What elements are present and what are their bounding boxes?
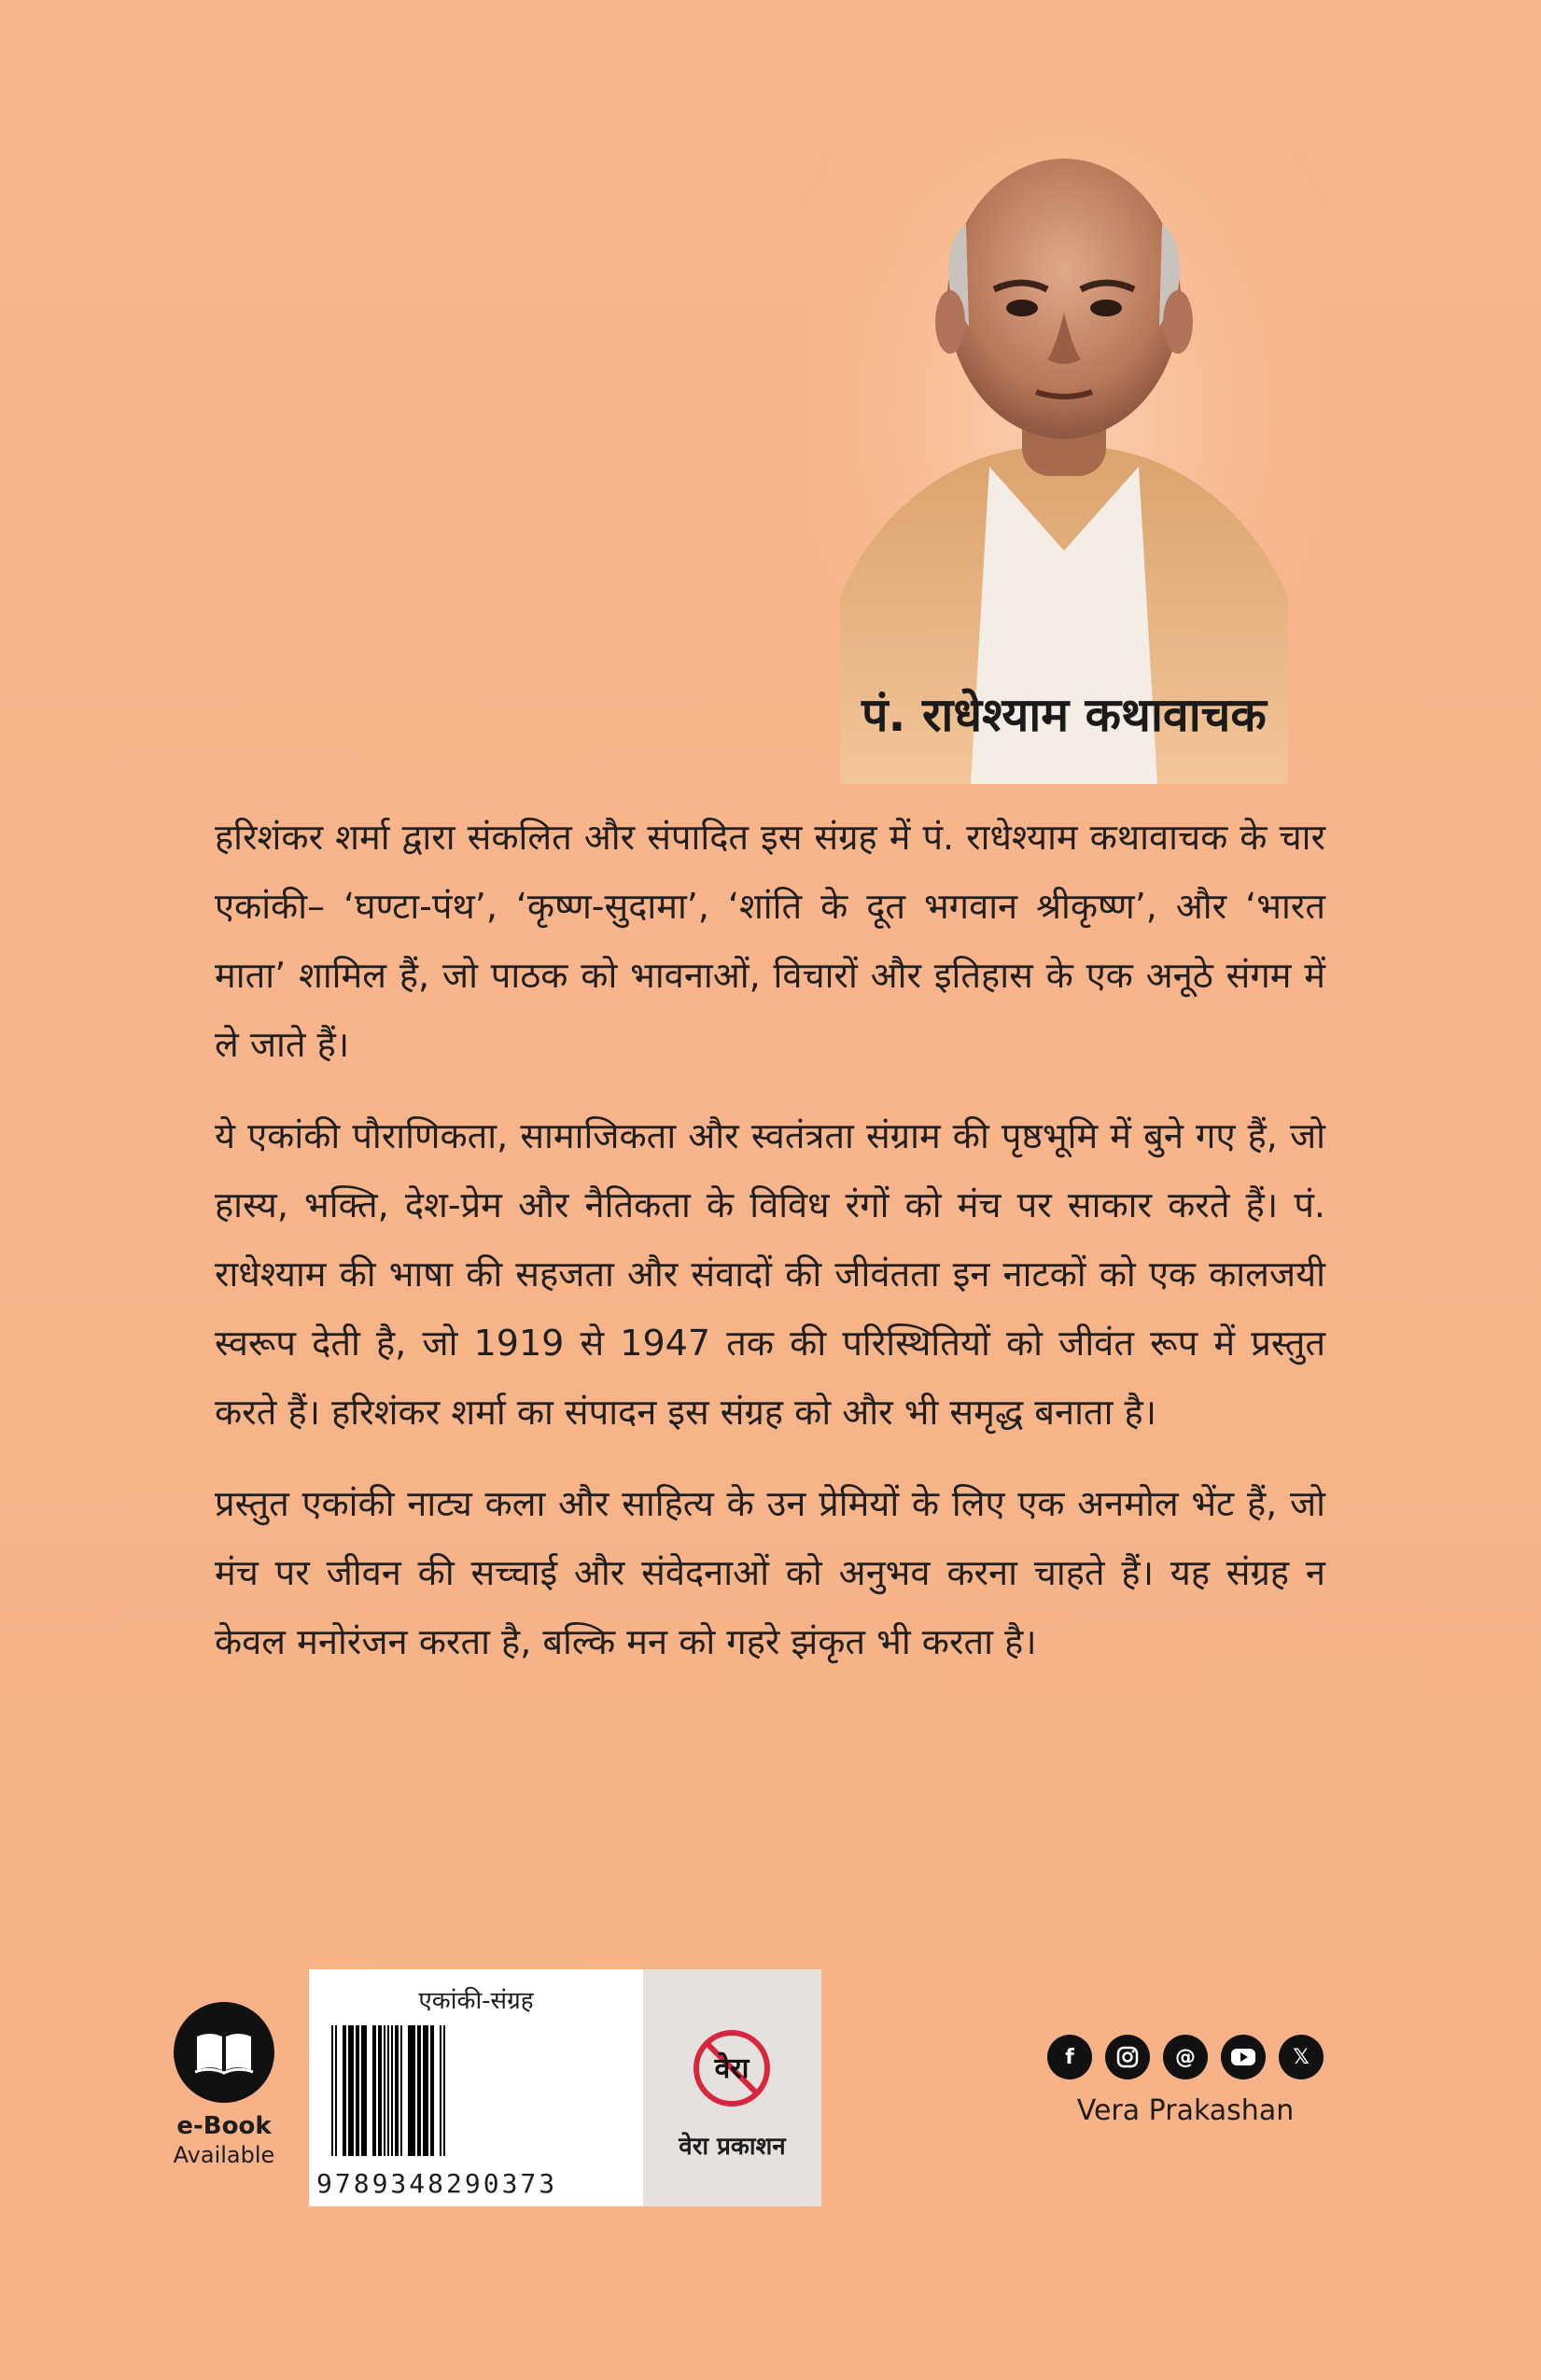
blurb [215,803,1325,1699]
barcode-bar [378,2025,382,2156]
barcode-bar [335,2025,337,2156]
barcode-bar [423,2025,428,2156]
vera-logo-icon [687,2023,777,2113]
youtube-icon[interactable] [1221,2035,1266,2079]
barcode-bar [384,2025,385,2156]
barcode-bar [395,2025,399,2156]
threads-icon[interactable]: @ [1163,2035,1208,2079]
barcode-bar [408,2025,415,2156]
barcode-bar [387,2025,389,2156]
barcode-bar [400,2025,402,2156]
barcode-bar [430,2025,434,2156]
ebook-subtitle: Available [173,2142,275,2168]
blurb-paragraph-1: हरिशंकर शर्मा द्वारा संकलित और संपादित इस संग्रह में पं. राधेश्याम कथावाचक के चार एकांकी– ‘घण्टा-पंथ’, ‘कृष्ण-सुदामा’, ‘शांति के दूत भगवान श्रीकृष्ण’, और ‘भारत माता’ शामिल हैं, जो पाठक को भावनाओं, विचारों और इतिहास के एक अनूठे संगम में ले जाते हैं। [215,817,1325,1065]
barcode-bar [348,2025,354,2156]
barcode-bar [343,2025,346,2156]
ebook-title: e-Book [176,2112,272,2140]
barcode-bars [331,2025,621,2156]
barcode-bar [356,2025,359,2156]
author-name: पं. राधेश्याम कथावाचक [862,688,1267,742]
publisher-name-english: Vera Prakashan [1076,2094,1295,2127]
barcode-bar [443,2025,445,2156]
ebook-badge [149,2002,299,2168]
isbn-digits: 9789348290373 [316,2168,558,2199]
blurb-paragraph-2: ये एकांकी पौराणिकता, सामाजिकता और स्वतंत्रता संग्राम की पृष्ठभूमि में बुने गए हैं, जो हास्य, भक्ति, देश-प्रेम और नैतिकता के विविध रंगों को मंच पर साकार करते हैं। पं. राधेश्याम की भाषा की सहजता और संवादों की जीवंतता इन नाटकों को एक कालजयी स्वरूप देती है, जो 1919 से 1947 तक की परिस्थितियों को जीवंत रूप में प्रस्तुत करते हैं। हरिशंकर शर्मा का संपादन इस संग्रह को और भी समृद्ध बनाता है। [215,1115,1325,1433]
blurb-paragraph-3: प्रस्तुत एकांकी नाट्य कला और साहित्य के उन प्रेमियों के लिए एक अनमोल भेंट हैं, जो मंच पर जीवन की सच्चाई और संवेदनाओं को अनुभव करना चाहते हैं। यह संग्रह न केवल मनोरंजन करता है, बल्कि मन को गहरे झंकृत भी करता है। [215,1483,1325,1662]
barcode-bar [391,2025,393,2156]
instagram-icon[interactable] [1105,2035,1150,2079]
facebook-icon[interactable]: f [1047,2035,1092,2079]
barcode-bar [331,2025,333,2156]
publisher-logo-panel [643,1969,821,2206]
barcode-bar [361,2025,367,2156]
barcode-bar [440,2025,441,2156]
barcode-block [309,1969,821,2206]
publisher-name-hindi: वेरा प्रकाशन [679,2133,786,2161]
open-book-icon [174,2002,274,2103]
social-icons [1036,2035,1335,2079]
barcode-panel [309,1969,643,2206]
barcode-bar [372,2025,376,2156]
x-icon[interactable]: 𝕏 [1279,2035,1324,2079]
barcode-bar [417,2025,421,2156]
social-block [1036,2035,1335,2127]
logo-text: वेरा [714,2052,749,2085]
barcode-category: एकांकी-संग्रह [418,1987,534,2015]
